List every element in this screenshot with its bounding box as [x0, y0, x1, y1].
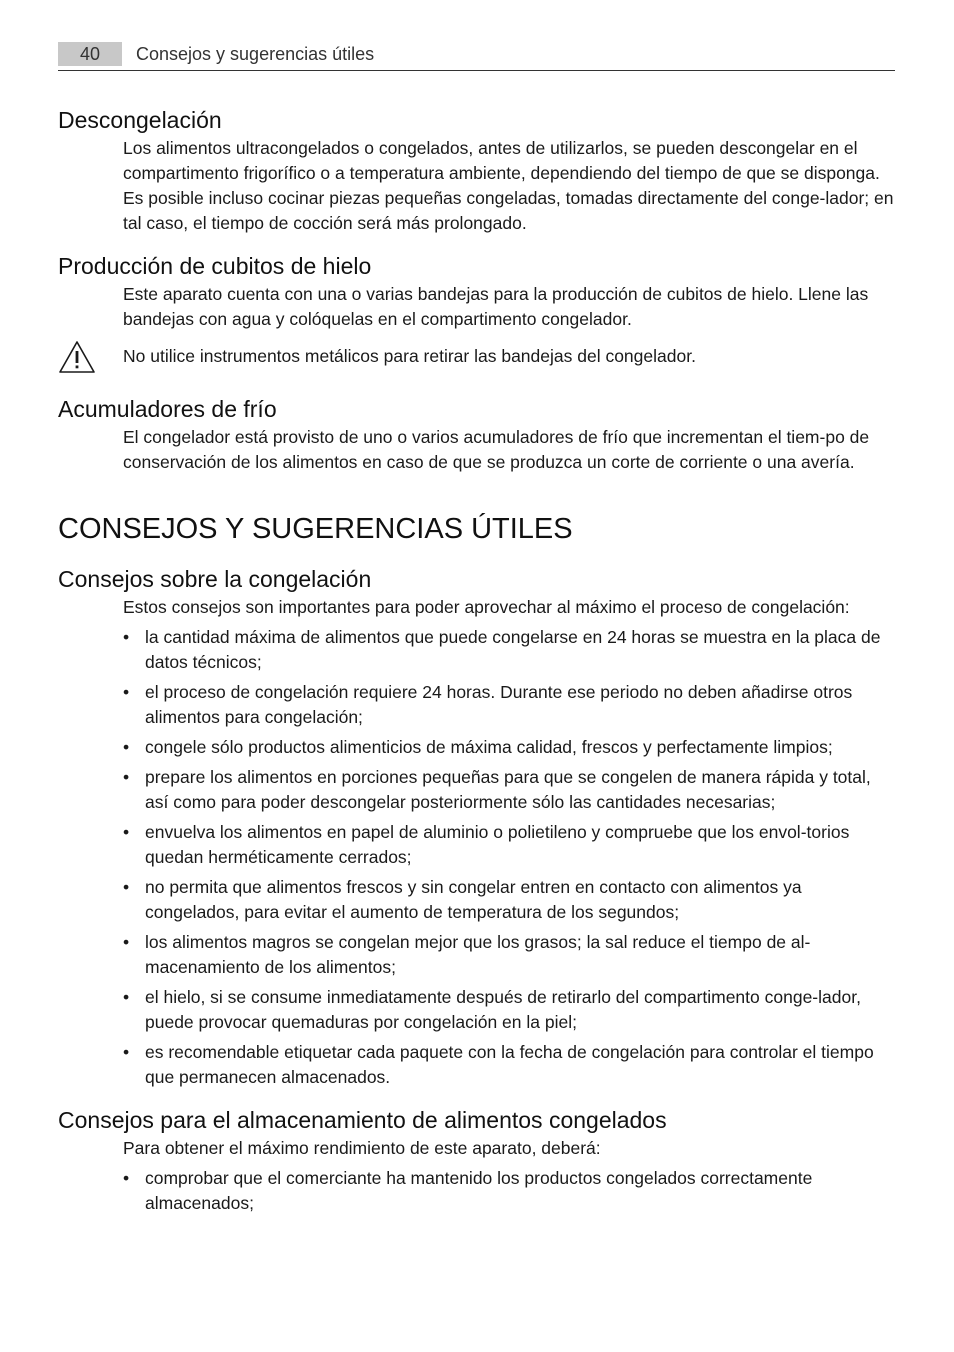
- section-title-acumuladores: Acumuladores de frío: [58, 396, 277, 422]
- warning-note: [58, 344, 898, 369]
- bullet-list-congelacion: [58, 625, 898, 1090]
- page-header: [58, 40, 895, 71]
- running-title: Consejos y sugerencias útiles: [136, 44, 375, 64]
- page-content: [58, 104, 898, 1216]
- bullet: •: [123, 822, 130, 842]
- list-item: • no permita que alimentos frescos y sin congelar entren en contacto con alimentos ya congelados, para evitar el aumento de temperatura de los segundos;: [123, 877, 802, 922]
- paragraph: Los alimentos ultracongelados o congelados, antes de utilizarlos, se pueden descongelar en el compartimento frigorífico o a temperatura ambiente, dependiendo del tiempo de que se disponga.: [123, 138, 880, 183]
- list-item: • envuelva los alimentos en papel de aluminio o polietileno y compruebe que los envol-torios quedan herméticamente cerrados;: [123, 822, 850, 867]
- bullet: •: [123, 627, 130, 647]
- bullet: •: [123, 932, 130, 952]
- list-item: • el proceso de congelación requiere 24 horas. Durante ese periodo no deben añadirse otros alimentos para congelación;: [123, 682, 853, 727]
- bullet: •: [123, 1168, 130, 1188]
- list-item: • prepare los alimentos en porciones pequeñas para que se congelen de manera rápida y total, así como para poder descongelar posteriormente sólo las cantidades necesarias;: [123, 767, 871, 812]
- paragraph: El congelador está provisto de uno o varios acumuladores de frío que incrementan el tiem-po de conservación de los alimentos en caso de que se produzca un corte de corriente o una avería.: [123, 427, 870, 472]
- chapter-title: CONSEJOS Y SUGERENCIAS ÚTILES: [58, 513, 573, 545]
- section-title-descongelacion: Descongelación: [58, 107, 222, 133]
- bullet: •: [123, 987, 130, 1007]
- list-item: • los alimentos magros se congelan mejor que los grasos; la sal reduce el tiempo de al-macenamiento de los alimentos;: [123, 932, 811, 977]
- paragraph: Estos consejos son importantes para poder aprovechar al máximo el proceso de congelación:: [123, 597, 850, 617]
- paragraph: Para obtener el máximo rendimiento de este aparato, deberá:: [123, 1138, 601, 1158]
- paragraph: Este aparato cuenta con una o varias bandejas para la producción de cubitos de hielo. Llene las bandejas con agua y colóquelas en el compartimento congelador.: [123, 284, 869, 329]
- list-item: • comprobar que el comerciante ha mantenido los productos congelados correctamente almacenados;: [123, 1168, 813, 1213]
- bullet: •: [123, 877, 130, 897]
- section-title-cubitos: Producción de cubitos de hielo: [58, 253, 372, 279]
- list-item: • es recomendable etiquetar cada paquete con la fecha de congelación para controlar el tiempo que permanecen almacenados.: [123, 1042, 874, 1087]
- bullet: •: [123, 767, 130, 787]
- bullet-list-almacenamiento: [58, 1166, 898, 1216]
- page-number: 40: [58, 42, 122, 66]
- list-item: • la cantidad máxima de alimentos que puede congelarse en 24 horas se muestra en la placa de datos técnicos;: [123, 627, 881, 672]
- list-item: • congele sólo productos alimenticios de máxima calidad, frescos y perfectamente limpios;: [58, 735, 898, 760]
- section-title-congelacion: Consejos sobre la congelación: [58, 566, 372, 592]
- warning-triangle-icon: [58, 340, 96, 374]
- list-item: • el hielo, si se consume inmediatamente después de retirarlo del compartimento conge-lador, puede provocar quemaduras por congelación en la piel;: [123, 987, 861, 1032]
- paragraph: Es posible incluso cocinar piezas pequeñas congeladas, tomadas directamente del conge-lador; en tal caso, el tiempo de cocción será más prolongado.: [123, 188, 894, 233]
- bullet: •: [123, 682, 130, 702]
- warning-text: No utilice instrumentos metálicos para retirar las bandejas del congelador.: [123, 346, 696, 366]
- bullet: •: [123, 737, 130, 757]
- bullet: •: [123, 1042, 130, 1062]
- section-title-almacenamiento: Consejos para el almacenamiento de alimentos congelados: [58, 1107, 667, 1133]
